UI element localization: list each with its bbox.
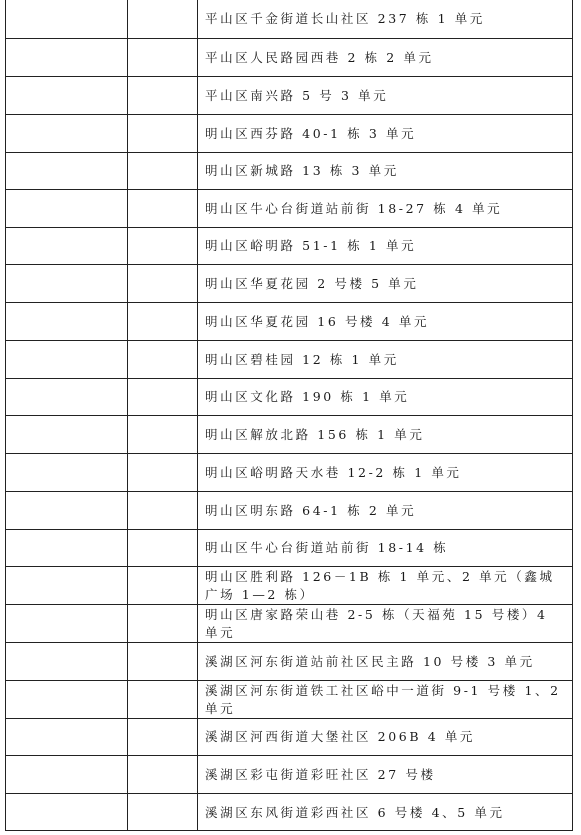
address-cell: 平山区千金街道长山社区 237 栋 1 单元 — [205, 11, 485, 26]
table-row — [6, 642, 572, 680]
table-row — [6, 76, 572, 114]
table-row — [6, 491, 572, 529]
address-cell: 明山区华夏花园 16 号楼 4 单元 — [205, 313, 430, 329]
table-row — [6, 718, 572, 755]
table-row — [6, 453, 572, 491]
address-cell: 明山区峪明路 51-1 栋 1 单元 — [205, 238, 417, 253]
address-cell: 明山区新城路 13 栋 3 单元 — [205, 163, 399, 178]
table-row — [6, 680, 572, 718]
address-cell: 溪湖区东风街道彩西社区 6 号楼 4、5 单元 — [205, 804, 505, 820]
address-cell: 明山区西芬路 40-1 栋 3 单元 — [205, 125, 417, 141]
address-cell: 明山区华夏花园 2 号楼 5 单元 — [205, 275, 419, 291]
address-cell: 溪湖区河东街道站前社区民主路 10 号楼 3 单元 — [205, 653, 535, 669]
table-row — [6, 227, 572, 264]
address-cell: 明山区解放北路 156 栋 1 单元 — [205, 426, 425, 442]
address-cell: 明山区牛心台街道站前街 18-27 栋 4 单元 — [205, 200, 503, 216]
table-row — [6, 529, 572, 566]
address-cell: 平山区人民路园西巷 2 栋 2 单元 — [205, 49, 434, 65]
table-row — [6, 152, 572, 189]
address-cell: 明山区唐家路荣山巷 2-5 栋（天福苑 15 号楼）4 单元 — [205, 606, 555, 640]
table-row — [6, 566, 572, 604]
table-row — [6, 0, 572, 38]
table-row — [6, 38, 572, 76]
table-row — [6, 604, 572, 642]
table-row — [6, 264, 572, 302]
table-row — [6, 189, 572, 227]
address-cell: 溪湖区彩屯街道彩旺社区 27 号楼 — [205, 766, 436, 782]
address-cell: 溪湖区河东街道铁工社区峪中一道街 9-1 号楼 1、2 单元 — [205, 682, 568, 716]
table-row — [6, 114, 572, 152]
address-cell: 明山区明东路 64-1 栋 2 单元 — [205, 502, 417, 518]
address-cell: 平山区南兴路 5 号 3 单元 — [205, 87, 389, 103]
table-row — [6, 302, 572, 340]
address-cell: 明山区胜利路 126－1B 栋 1 单元、2 单元（鑫城广场 1—2 栋） — [205, 568, 555, 602]
table-row — [6, 793, 572, 831]
table-row — [6, 378, 572, 415]
address-cell: 明山区碧桂园 12 栋 1 单元 — [205, 351, 399, 367]
table-row — [6, 340, 572, 378]
table-row — [6, 415, 572, 453]
table-row — [6, 755, 572, 793]
address-cell: 明山区峪明路天水巷 12-2 栋 1 单元 — [205, 464, 462, 480]
address-cell: 明山区文化路 190 栋 1 单元 — [205, 389, 410, 404]
address-cell: 溪湖区河西街道大堡社区 206B 4 单元 — [205, 729, 476, 744]
address-cell: 明山区牛心台街道站前街 18-14 栋 — [205, 540, 449, 555]
address-table — [5, 0, 573, 831]
